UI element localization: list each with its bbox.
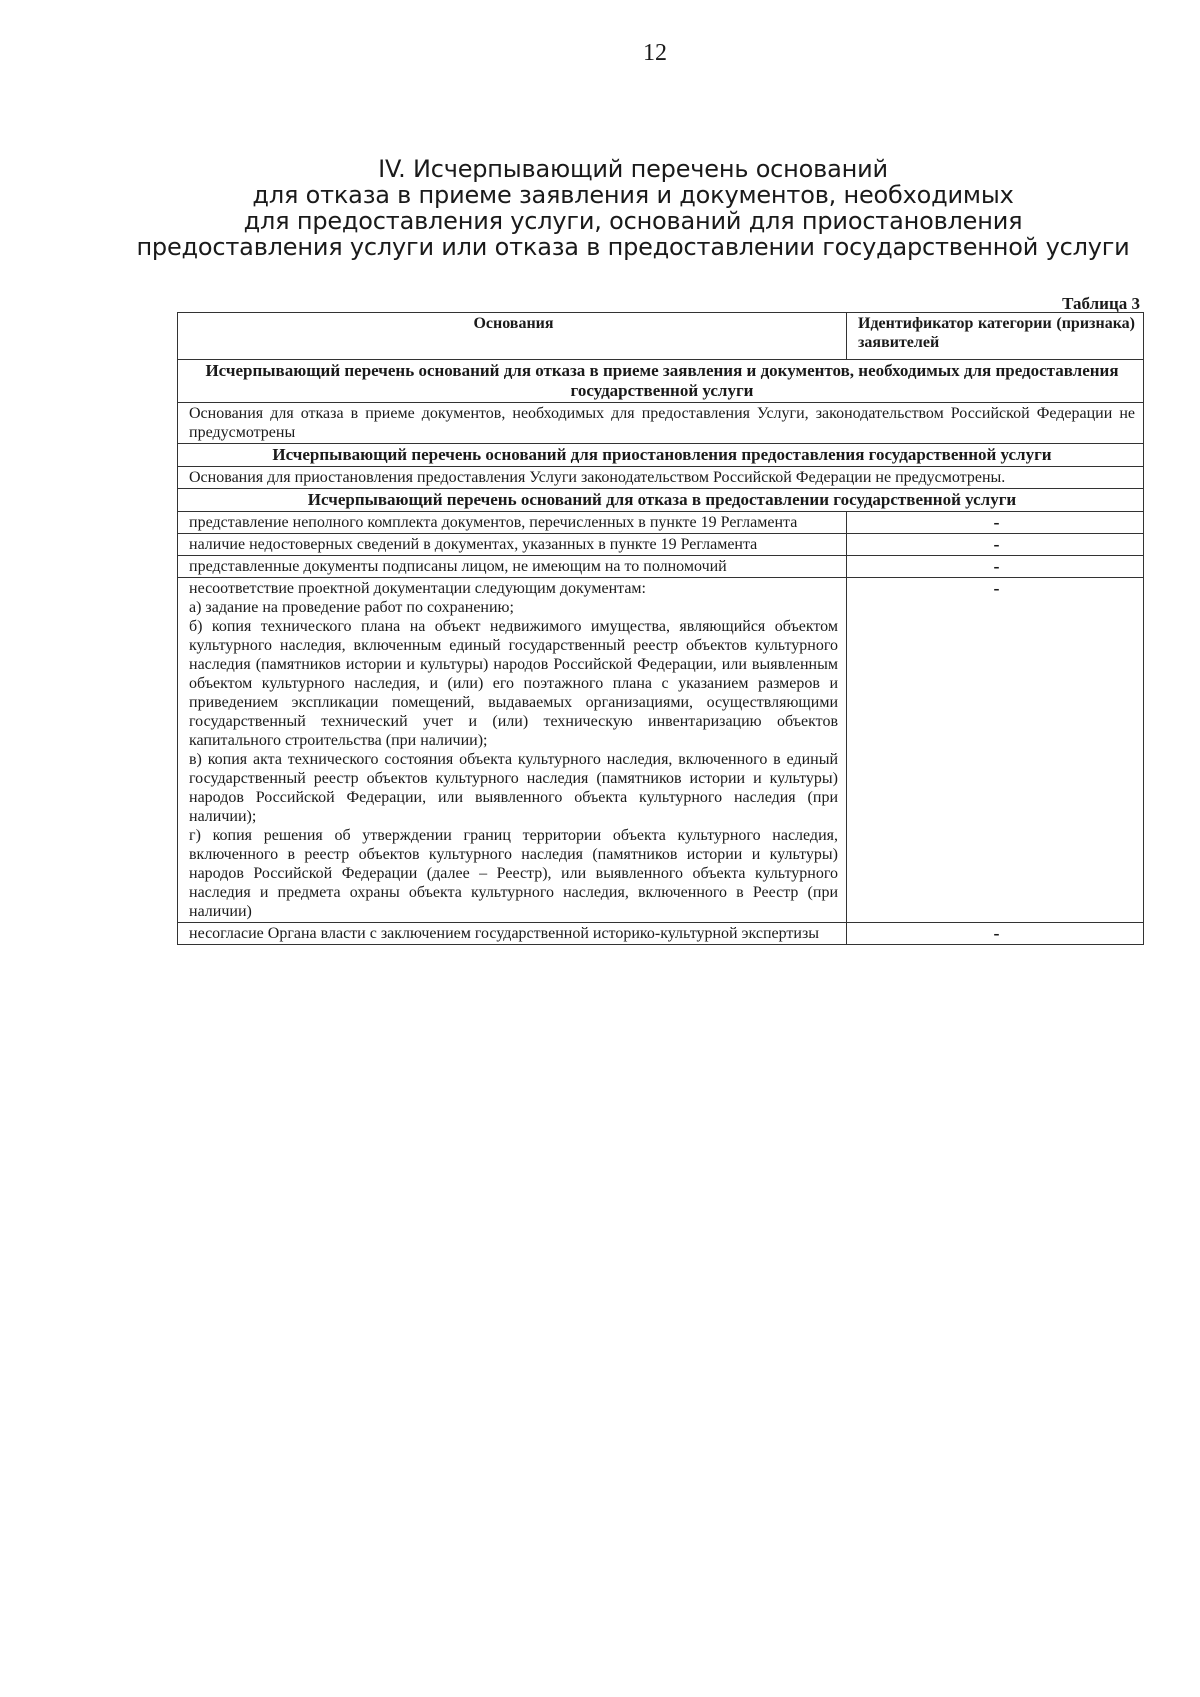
applicant-id-cell: -: [847, 512, 1144, 534]
section-row: [178, 489, 1144, 512]
reason-line: г) копия решения об утверждении границ территории объекта культурного наследия, включенного в реестр объектов культурного наследия (памятников истории и культуры) народов Российской Федерации (далее – Реестр), или выявленного объекта культурного наследия и предмета охраны объекта культурного наследия, включенного в Реестр (при наличии): [189, 827, 838, 920]
table-row: [178, 534, 1144, 556]
table-row: [178, 556, 1144, 578]
reason-line: б) копия технического плана на объект недвижимого имущества, являющийся объектом культурного наследия, включенным единый государственный реестр объектов культурного наследия (памятников истории и культуры) народов Российской Федерации, или выявленным объектом культурного наследия, и (или) его поэтажного плана с указанием размеров и приведением экспликации помещений, выдаваемых организациями, осуществляющими государственный технический учет и (или) техническую инвентаризацию объектов капитального строительства (при наличии);: [189, 618, 838, 749]
table-caption: Таблица 3: [1062, 294, 1140, 313]
reason-line: несоответствие проектной документации следующим документам:: [189, 580, 646, 597]
heading-line-1: IV. Исчерпывающий перечень оснований: [378, 155, 888, 183]
section-title-refusal-service: Исчерпывающий перечень оснований для отказа в предоставлении государственной услуги: [178, 489, 1144, 512]
table-row: [178, 467, 1144, 489]
applicant-id-cell: -: [847, 578, 1144, 923]
heading-line-2: для отказа в приеме заявления и документов, необходимых: [252, 181, 1014, 209]
reasons-table: [177, 312, 1144, 945]
reason-cell: наличие недостоверных сведений в документах, указанных в пункте 19 Регламента: [178, 534, 847, 556]
heading-line-3: для предоставления услуги, оснований для приостановления: [243, 207, 1023, 235]
applicant-id-cell: -: [847, 923, 1144, 945]
section-heading: [0, 156, 1200, 260]
table-row: [178, 578, 1144, 923]
applicant-id-cell: -: [847, 556, 1144, 578]
reason-line: в) копия акта технического состояния объекта культурного наследия, включенного в единый государственный реестр объектов культурного наследия (памятников истории и культуры) народов Российской Федерации, или выявленного объекта культурного наследия (при наличии);: [189, 751, 838, 825]
header-reasons: Основания: [178, 313, 847, 360]
section-title-refusal-acceptance: Исчерпывающий перечень оснований для отказа в приеме заявления и документов, необходимых для предоставления государственной услуги: [178, 360, 1144, 403]
section-row: [178, 444, 1144, 467]
reason-cell-multi: [178, 578, 847, 923]
section-text-refusal-acceptance: Основания для отказа в приеме документов, необходимых для предоставления Услуги, законодательством Российской Федерации не предусмотрены: [178, 403, 1144, 444]
table-row: [178, 403, 1144, 444]
heading-line-4: предоставления услуги или отказа в предоставлении государственной услуги: [136, 233, 1130, 261]
section-row: [178, 360, 1144, 403]
table-row: [178, 512, 1144, 534]
reason-cell: несогласие Органа власти с заключением государственной историко-культурной экспертизы: [178, 923, 847, 945]
reason-cell: представленные документы подписаны лицом, не имеющим на то полномочий: [178, 556, 847, 578]
page-number: 12: [643, 40, 667, 66]
reason-line: а) задание на проведение работ по сохранению;: [189, 599, 514, 616]
table-header-row: [178, 313, 1144, 360]
section-text-suspension: Основания для приостановления предоставления Услуги законодательством Российской Федерации не предусмотрены.: [178, 467, 1144, 489]
reason-cell: представление неполного комплекта документов, перечисленных в пункте 19 Регламента: [178, 512, 847, 534]
section-title-suspension: Исчерпывающий перечень оснований для приостановления предоставления государственной услуги: [178, 444, 1144, 467]
applicant-id-cell: -: [847, 534, 1144, 556]
header-applicant-id: Идентификатор категории (признака) заявителей: [847, 313, 1144, 360]
table-row: [178, 923, 1144, 945]
